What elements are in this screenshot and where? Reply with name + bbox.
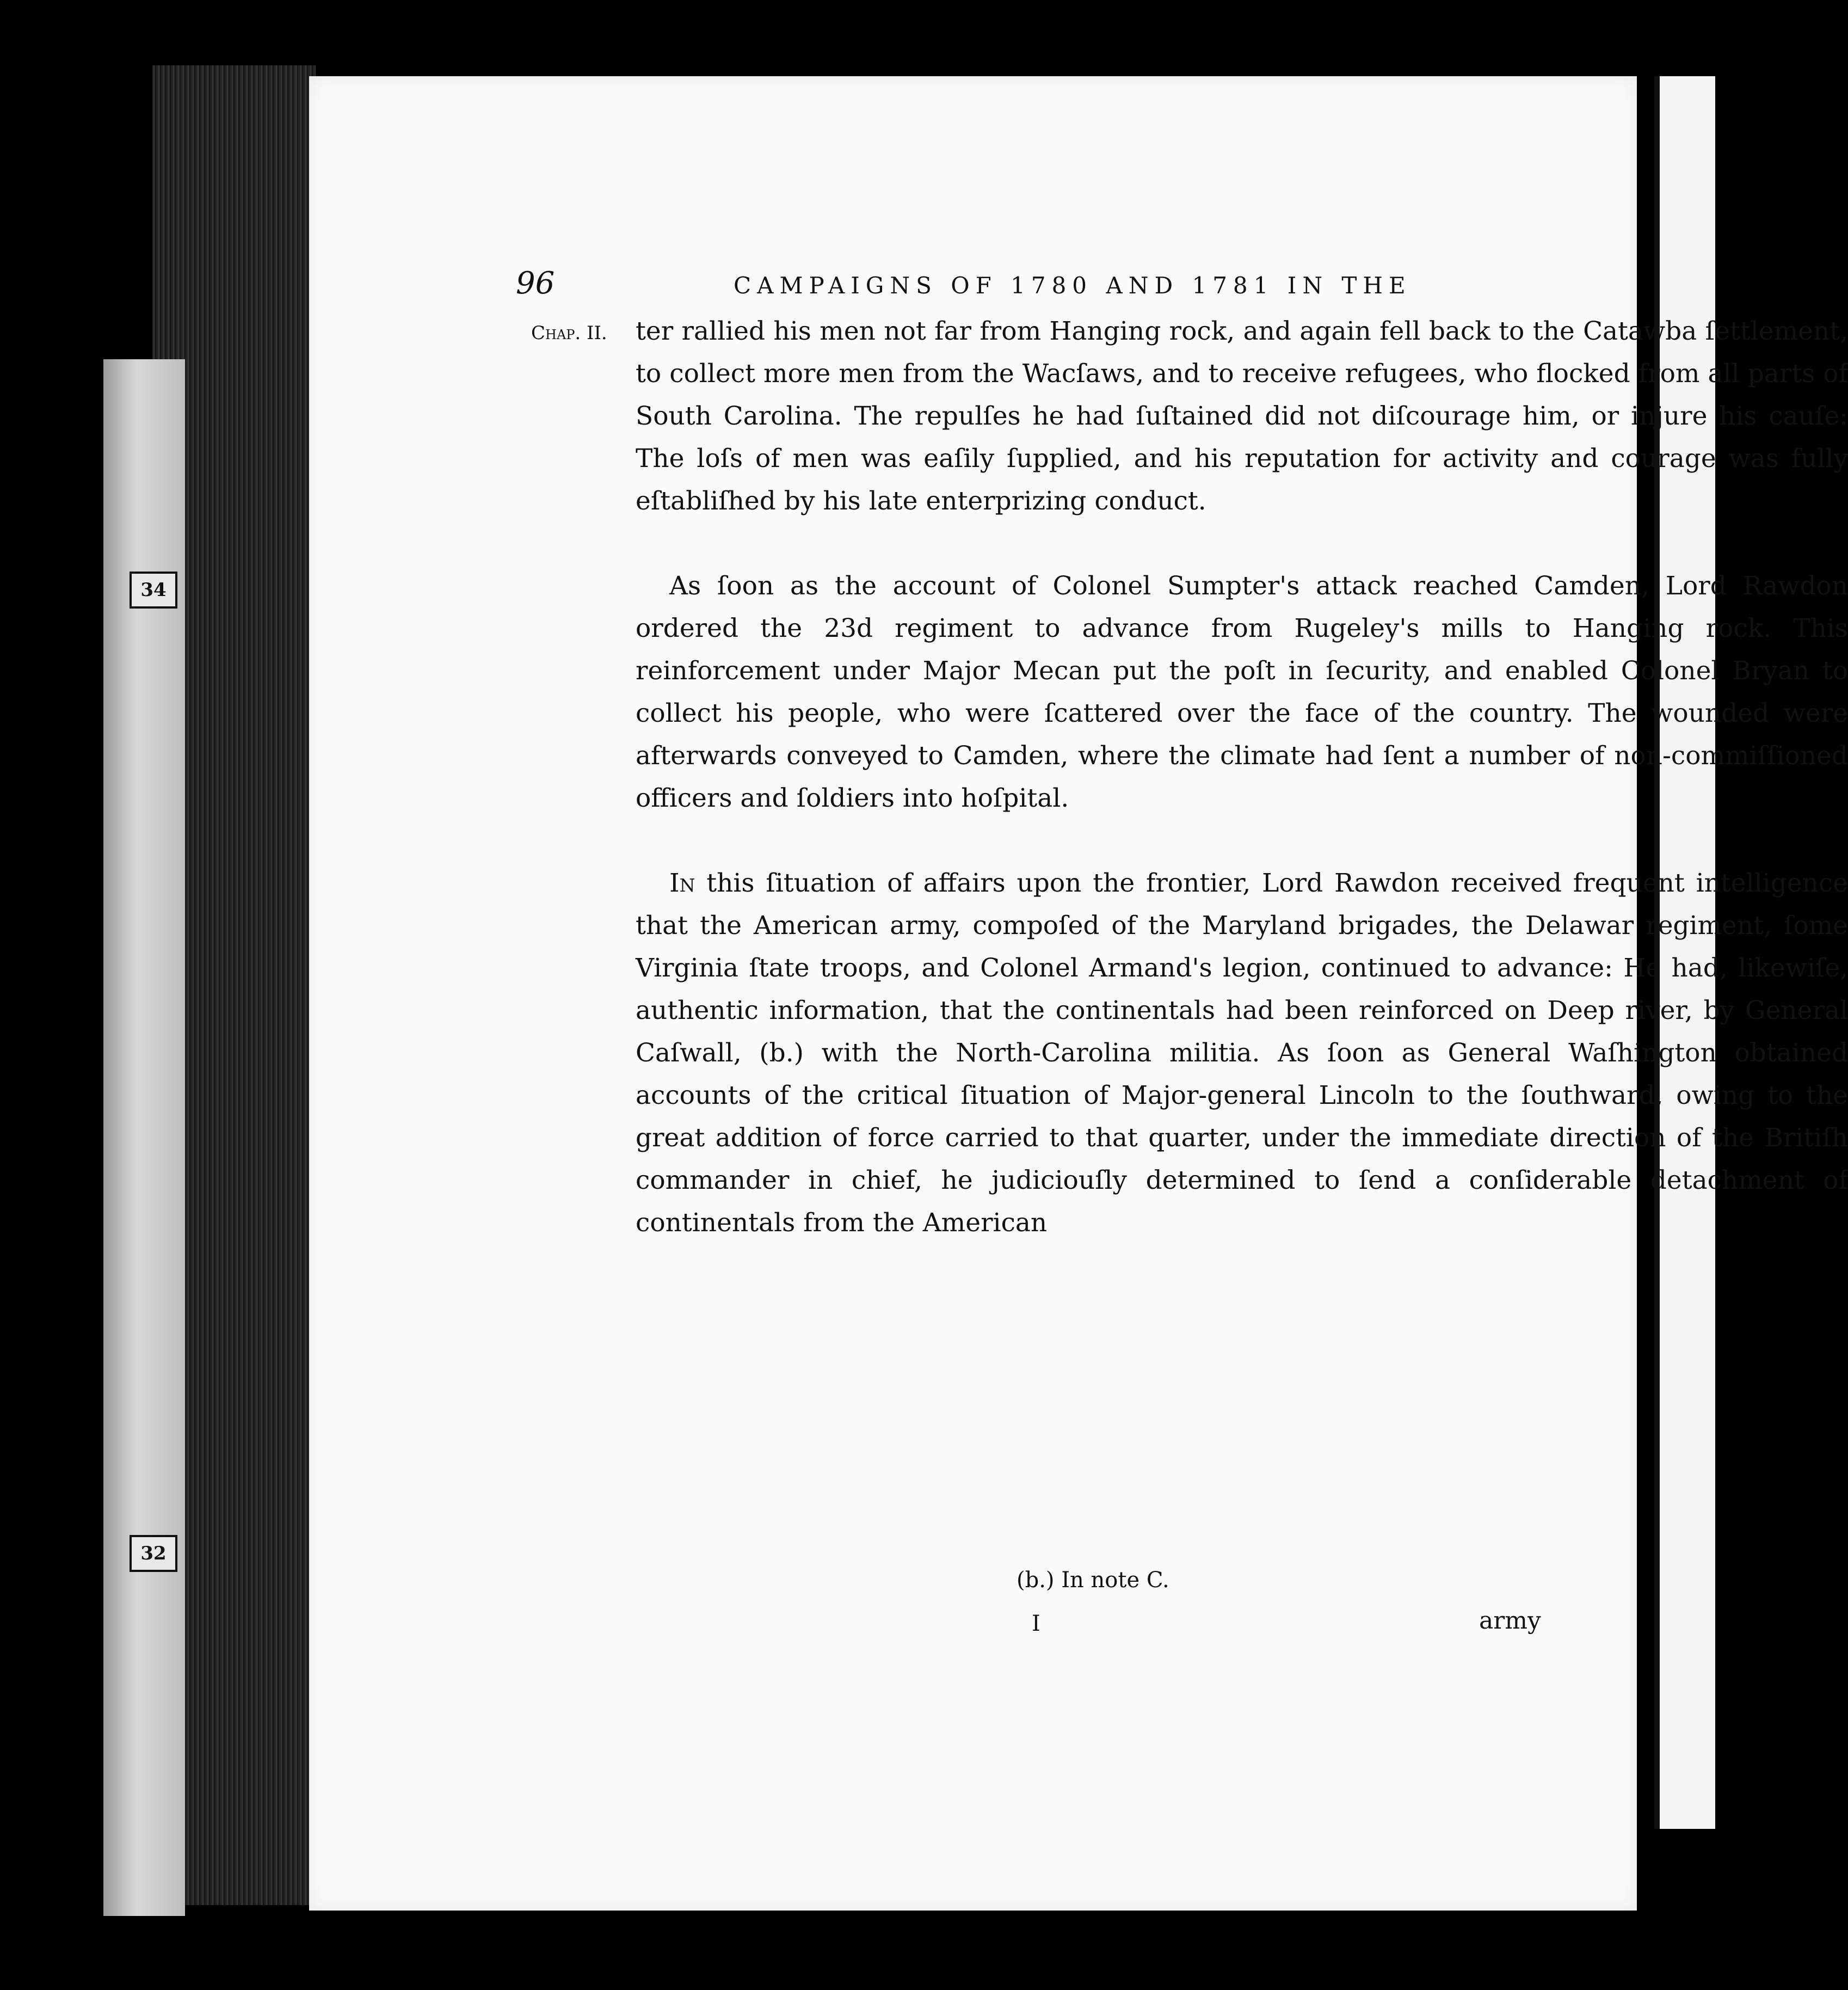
paragraph-3-text: this ſituation of affairs upon the frontier, Lord Rawdon received frequent intelligence that the American army, compoſed of the Maryland brigades, the Delawar regiment, ſome Virginia ſtate troops, and Colonel Armand's legion, continued to advance: He had, likewiſe, authentic information, that the continentals had been reinforced on Deep river, by General Caſwall, (b.) with the North-Carolina militia. As ſoon as General Waſhington obtained accounts of the critical ſituation of Major-general Lincoln to the ſouthward, owing to the great addition of force carried to that quarter, under the immediate direction of the Britiſh commander in chief, he judiciouſly determined to ſend a conſiderable detachment of continentals from the American xyxy=(636,868,1848,1238)
page-number: 96 xyxy=(516,266,555,301)
paragraph-3-lead: In xyxy=(669,868,695,898)
running-head: CAMPAIGNS OF 1780 AND 1781 IN THE xyxy=(734,272,1412,299)
paragraph-1-text: ter rallied his men not far from Hanging rock, and again fell back to the Catawba ſettlement, to collect more men from the Wacſaws, and to receive refugees, who flocked from all parts of South Carolina. The repulſes he had ſuſtained did not diſcourage him, or injure his cauſe: The loſs of men was eaſily ſupplied, and his reputation for activity and courage was fully eſtabliſhed by his late enterprizing conduct. xyxy=(636,316,1848,516)
chapter-marker: Chap. II. xyxy=(531,322,607,344)
signature-mark: I xyxy=(1032,1611,1040,1636)
edge-tab-34: 34 xyxy=(130,572,177,609)
catchword: army xyxy=(1479,1607,1541,1635)
paragraph-3 xyxy=(636,862,1848,1244)
footnote: (b.) In note C. xyxy=(1017,1568,1169,1593)
paragraph-2-text: As ſoon as the account of Colonel Sumpter's attack reached Camden, Lord Rawdon ordered the 23d regiment to advance from Rugeley's mills to Hanging rock. This reinforcement under Major Mecan put the poſt in ſecurity, and enabled Colonel Bryan to collect his people, who were ſcattered over the face of the country. The wounded were afterwards conveyed to Camden, where the climate had ſent a number of non-commiſſioned officers and ſoldiers into hoſpital. xyxy=(636,571,1848,813)
paragraph-1 xyxy=(636,310,1848,523)
paragraph-2 xyxy=(636,565,1848,820)
edge-tab-32: 32 xyxy=(130,1535,177,1572)
book-page xyxy=(309,76,1848,1911)
body-text xyxy=(636,310,1848,1244)
